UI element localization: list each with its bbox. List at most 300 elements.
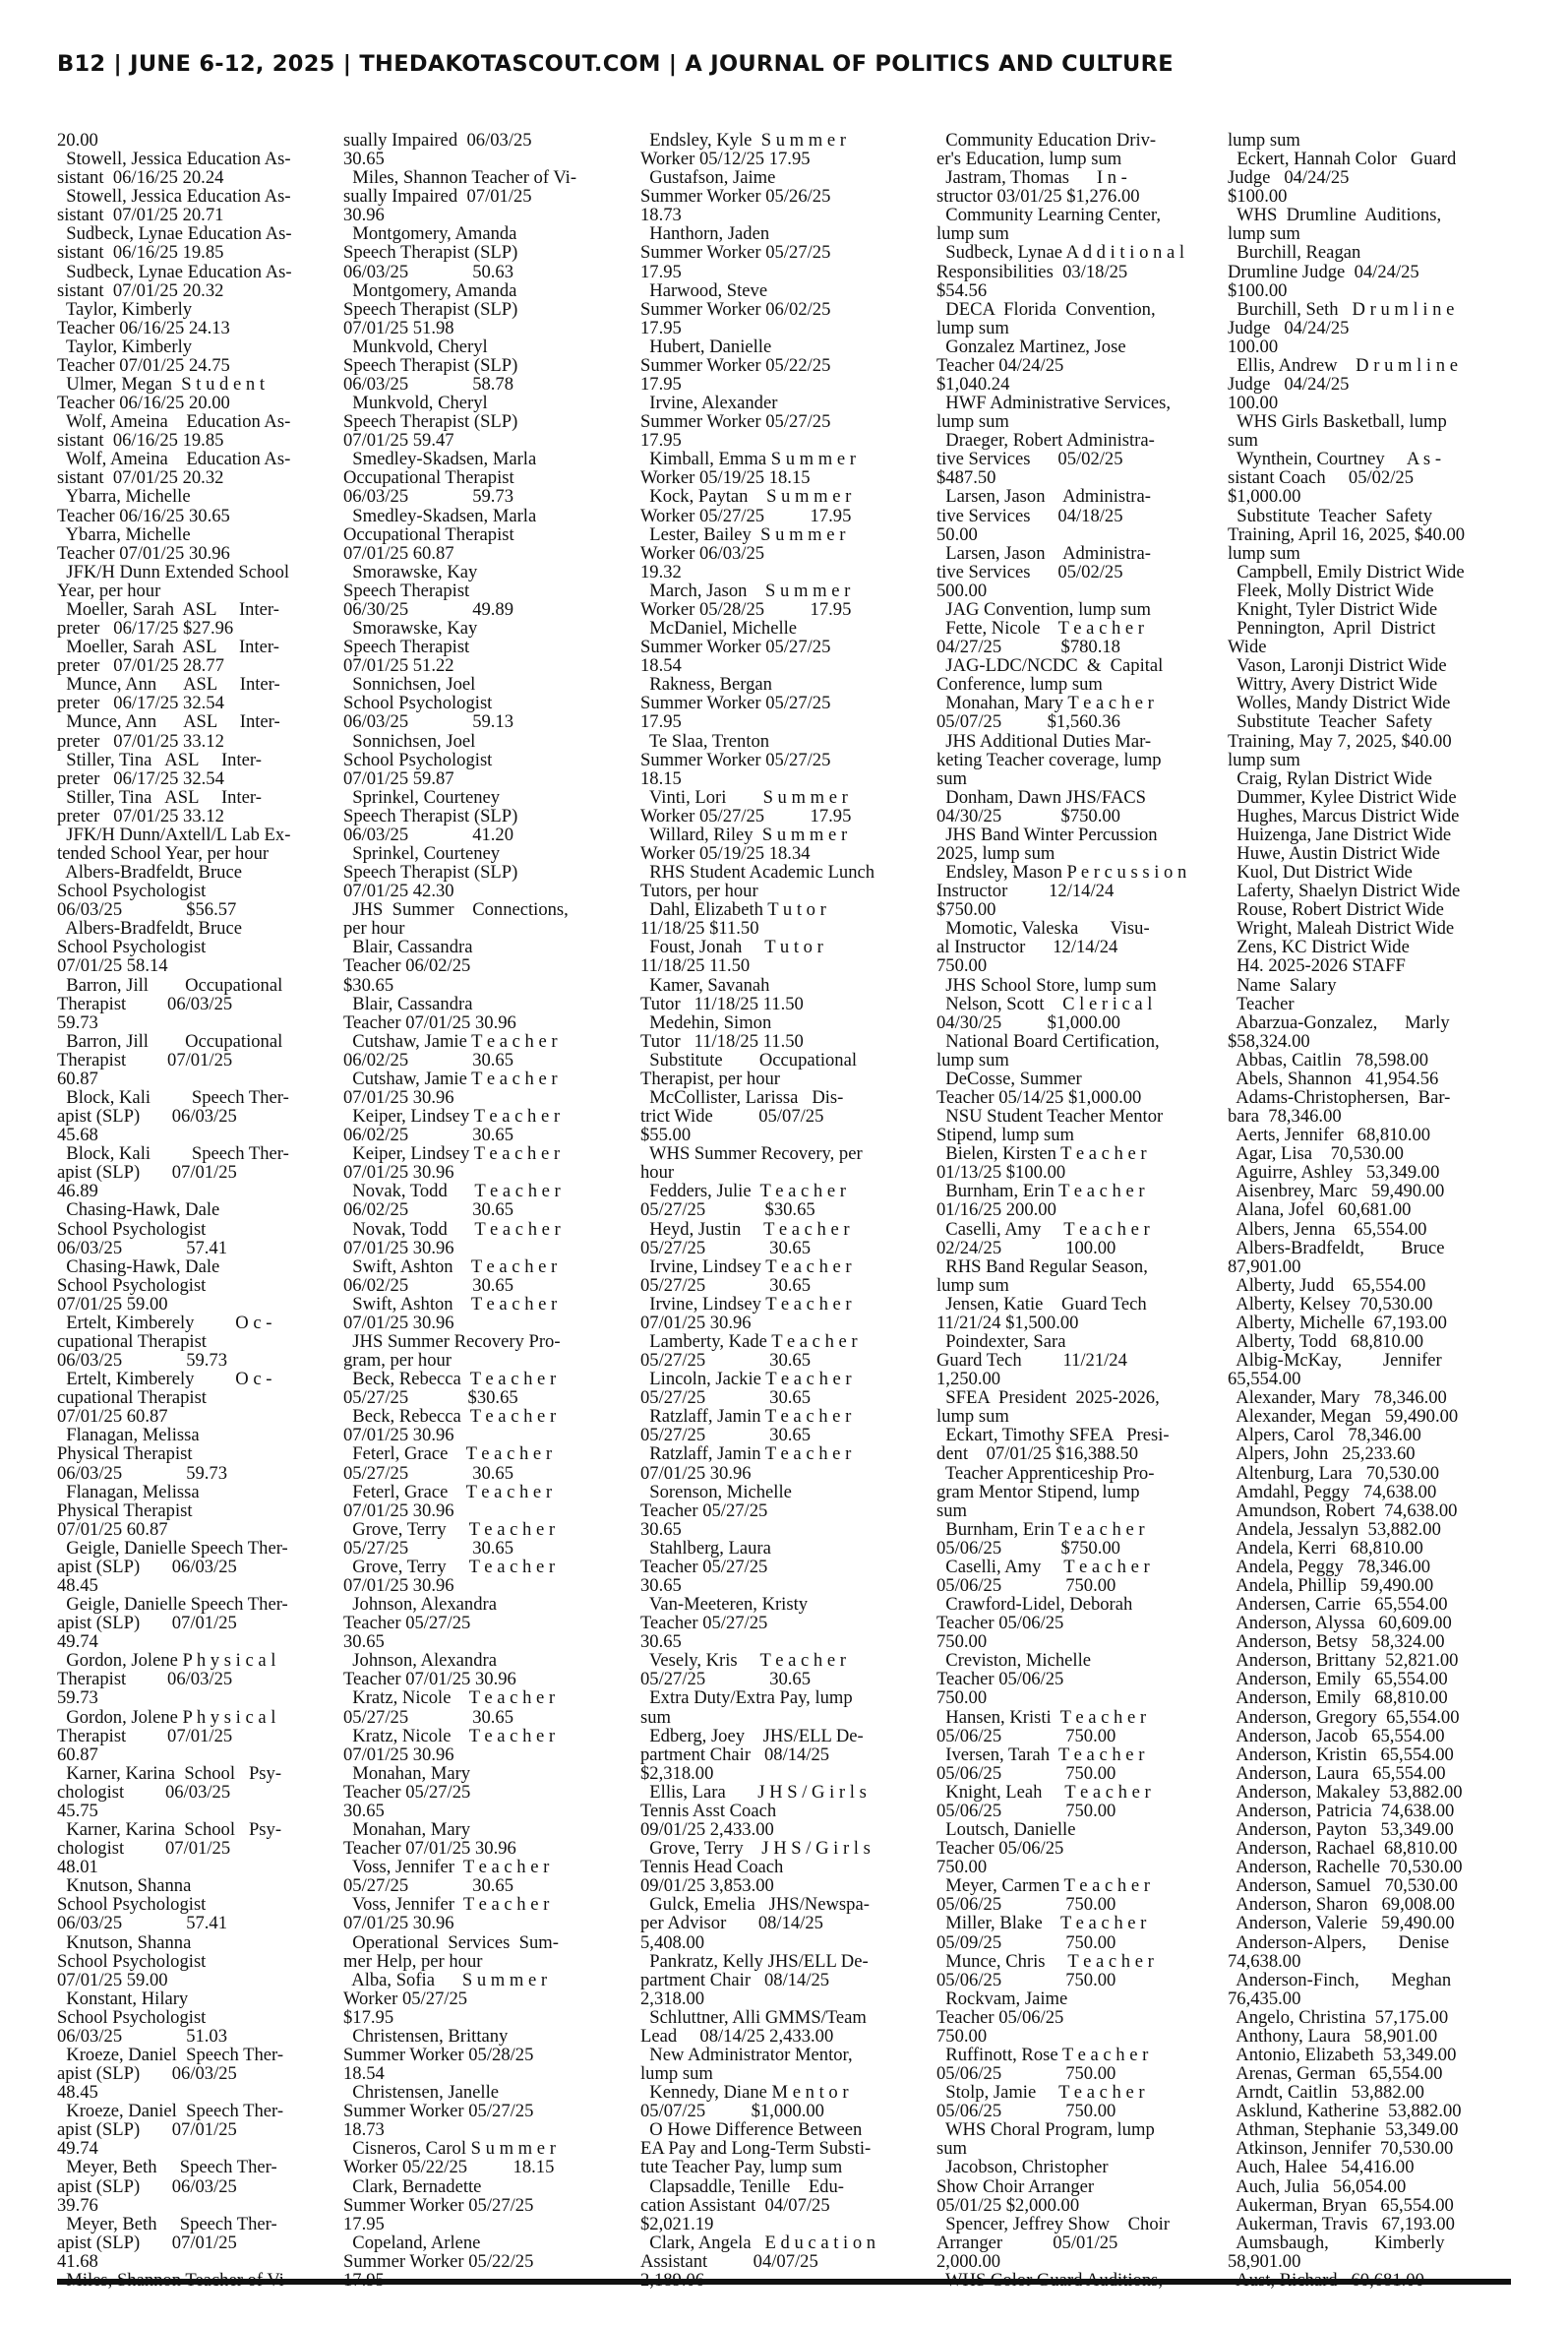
text-line: Andela, Peggy 78,346.00 — [1228, 1556, 1431, 1577]
text-line: Irvine, Lindsey T e a c h e r — [640, 1293, 852, 1315]
text-line: tive Services 04/18/25 — [936, 505, 1123, 526]
text-line: Cutshaw, Jamie T e a c h e r — [343, 1068, 558, 1089]
text-line: Miller, Blake T e a c h e r — [936, 1913, 1147, 1934]
text-line: Burnham, Erin T e a c h e r — [936, 1518, 1145, 1540]
text-line: Meyer, Beth Speech Ther- — [57, 2157, 277, 2178]
text-line: hour — [640, 1162, 675, 1184]
text-line: sum — [936, 2138, 967, 2160]
text-line: Alexander, Mary 78,346.00 — [1228, 1387, 1447, 1409]
text-line: Jensen, Katie Guard Tech — [936, 1293, 1147, 1315]
text-line: Fette, Nicole T e a c h e r — [936, 618, 1145, 640]
text-line: 5,408.00 — [640, 1931, 705, 1953]
text-line: School Psychologist — [57, 937, 207, 958]
text-line: Johnson, Alexandra — [343, 1594, 497, 1616]
text-line: Anderson, Emily 65,554.00 — [1228, 1669, 1448, 1690]
text-line: Te Slaa, Trenton — [640, 730, 770, 752]
text-line: Alpers, Carol 78,346.00 — [1228, 1425, 1421, 1446]
text-line: Teacher 05/06/25 — [936, 1669, 1064, 1690]
text-line: Foust, Jonah T u t o r — [640, 937, 823, 958]
text-line: preter 07/01/25 28.77 — [57, 655, 224, 677]
text-line: Geigle, Danielle Speech Ther- — [57, 1537, 288, 1559]
text-line: School Psychologist — [343, 693, 493, 714]
text-line: Judge 04/24/25 — [1228, 374, 1350, 396]
text-line: Monahan, Mary T e a c h e r — [936, 693, 1154, 714]
text-line: JHS Additional Duties Mar- — [936, 730, 1152, 752]
text-line: lump sum — [1228, 749, 1300, 770]
text-line: 07/01/25 30.96 — [343, 1499, 454, 1521]
text-line: Alexander, Megan 59,490.00 — [1228, 1406, 1459, 1428]
text-line: apist (SLP) 07/01/25 — [57, 2119, 237, 2141]
text-line: Rakness, Bergan — [640, 674, 772, 696]
text-line: Moeller, Sarah ASL Inter- — [57, 637, 279, 658]
text-line: 07/01/25 30.96 — [640, 1312, 752, 1333]
text-line: Munce, Ann ASL Inter- — [57, 711, 280, 733]
text-line: JHS Summer Recovery Pro- — [343, 1331, 561, 1352]
text-line: Schluttner, Alli GMMS/Team — [640, 2006, 867, 2028]
text-line: 18.73 — [640, 205, 682, 226]
text-line: Kamer, Savanah — [640, 974, 770, 996]
text-line: 07/01/25 42.30 — [343, 881, 454, 902]
text-line: Kratz, Nicole T e a c h e r — [343, 1687, 556, 1709]
text-line: 49.74 — [57, 1631, 98, 1653]
text-line: Anderson, Laura 65,554.00 — [1228, 1762, 1446, 1784]
text-line: $1,040.24 — [936, 374, 1010, 396]
text-line: Abbas, Caitlin 78,598.00 — [1228, 1049, 1429, 1071]
text-column-4 — [936, 131, 1232, 2276]
text-column-2 — [343, 131, 638, 2276]
text-line: lump sum — [936, 1274, 1009, 1296]
text-line: Adams-Christophersen, Bar- — [1228, 1086, 1451, 1108]
text-line: 05/27/25 30.65 — [640, 1274, 812, 1296]
text-line: Arndt, Caitlin 53,882.00 — [1228, 2082, 1424, 2104]
text-line: Karner, Karina School Psy- — [57, 1819, 282, 1841]
text-line: 09/01/25 3,853.00 — [640, 1875, 774, 1897]
text-line: 17.95 — [640, 430, 682, 452]
text-line: 05/07/25 $1,000.00 — [640, 2101, 824, 2122]
text-line: Albers-Bradfeldt, Bruce — [57, 862, 242, 884]
text-line: Irvine, Lindsey T e a c h e r — [640, 1255, 852, 1277]
text-line: School Psychologist — [57, 1218, 207, 1240]
text-line: 45.68 — [57, 1125, 98, 1146]
text-line: $55.00 — [640, 1125, 692, 1146]
text-line: Poindexter, Sara — [936, 1331, 1066, 1352]
text-line: apist (SLP) 06/03/25 — [57, 1106, 237, 1128]
text-line: apist (SLP) 07/01/25 — [57, 1162, 237, 1184]
text-line: Anthony, Laura 58,901.00 — [1228, 2025, 1438, 2047]
text-line: HWF Administrative Services, — [936, 393, 1172, 414]
text-line: Copeland, Arlene — [343, 2232, 481, 2253]
text-line: Sorenson, Michelle — [640, 1481, 792, 1502]
text-line: Substitute Occupational — [640, 1049, 857, 1071]
text-line: Albig-McKay, Jennifer — [1228, 1350, 1442, 1372]
text-line: Christensen, Janelle — [343, 2082, 500, 2104]
text-line: Teacher 05/06/25 — [936, 2006, 1064, 2028]
text-line: Knight, Tyler District Wide — [1228, 598, 1438, 620]
text-line: gram Mentor Stipend, lump — [936, 1481, 1140, 1502]
text-line: Hanthorn, Jaden — [640, 223, 770, 245]
text-line: chologist 07/01/25 — [57, 1838, 231, 1860]
text-line: 07/01/25 30.96 — [343, 1575, 454, 1597]
text-line: Summer Worker 05/22/25 — [640, 354, 831, 376]
text-line: sistant Coach 05/02/25 — [1228, 467, 1415, 489]
text-line: Wolles, Mandy District Wide — [1228, 693, 1451, 714]
text-line: Aisenbrey, Marc 59,490.00 — [1228, 1181, 1445, 1202]
text-line: 05/06/25 750.00 — [936, 2101, 1116, 2122]
text-line: Teacher 05/27/25 — [640, 1613, 768, 1634]
text-line: Kimball, Emma S u m m e r — [640, 449, 856, 470]
text-line: Antonio, Elizabeth 53,349.00 — [1228, 2044, 1457, 2065]
text-line: Zens, KC District Wide — [1228, 937, 1410, 958]
text-line: Anderson-Finch, Meghan — [1228, 1969, 1452, 1990]
text-line: Guard Tech 11/21/24 — [936, 1350, 1127, 1372]
text-line: 11/21/24 $1,500.00 — [936, 1312, 1079, 1333]
text-line: School Psychologist — [57, 1274, 207, 1296]
text-line: 05/06/25 750.00 — [936, 1575, 1116, 1597]
text-line: Aguirre, Ashley 53,349.00 — [1228, 1162, 1440, 1184]
text-line: 76,435.00 — [1228, 1988, 1301, 2009]
text-line: 17.95 — [640, 374, 682, 396]
text-line: Montgomery, Amanda — [343, 223, 517, 245]
text-line: Occupational Therapist — [343, 523, 514, 545]
text-line: Teacher 07/01/25 24.75 — [57, 354, 230, 376]
text-line: Keiper, Lindsey T e a c h e r — [343, 1106, 561, 1128]
text-line: Kroeze, Daniel Speech Ther- — [57, 2101, 284, 2122]
text-line: 04/27/25 $780.18 — [936, 637, 1120, 658]
text-line: 06/03/25 58.78 — [343, 374, 514, 396]
text-line: 05/06/25 750.00 — [936, 1894, 1116, 1916]
text-line: Worker 06/03/25 — [640, 542, 765, 564]
text-line: 60.87 — [57, 1068, 98, 1089]
text-line: 06/03/25 $56.57 — [57, 899, 237, 921]
text-line: Anderson, Patricia 74,638.00 — [1228, 1800, 1455, 1821]
text-line: 750.00 — [936, 1857, 988, 1878]
text-line: Stowell, Jessica Education As- — [57, 186, 291, 208]
text-line: Tennis Asst Coach — [640, 1800, 777, 1821]
text-line: 05/27/25 $30.65 — [343, 1387, 518, 1409]
text-line: Summer Worker 05/27/25 — [640, 242, 831, 264]
text-line: 39.76 — [57, 2194, 98, 2216]
text-line: 07/01/25 30.96 — [343, 1312, 454, 1333]
text-line: Clark, Bernadette — [343, 2175, 482, 2197]
text-column-5 — [1228, 131, 1511, 2276]
text-line: WHS Choral Program, lump — [936, 2119, 1155, 2141]
text-line: Karner, Karina School Psy- — [57, 1762, 282, 1784]
text-line: 07/01/25 30.96 — [343, 1425, 454, 1446]
text-line: Ellis, Andrew D r u m l i n e — [1228, 354, 1458, 376]
text-line: RHS Band Regular Season, — [936, 1255, 1148, 1277]
text-line: 30.65 — [343, 149, 385, 170]
text-line: Lester, Bailey S u m m e r — [640, 523, 846, 545]
text-line: 48.01 — [57, 1857, 98, 1878]
text-line: 02/24/25 100.00 — [936, 1237, 1116, 1258]
text-line: Therapist 06/03/25 — [57, 1669, 233, 1690]
text-line: Albers, Jenna 65,554.00 — [1228, 1218, 1427, 1240]
text-line: Sprinkel, Courteney — [343, 842, 501, 864]
text-line: Munce, Ann ASL Inter- — [57, 674, 280, 696]
text-line: Kock, Paytan S u m m e r — [640, 486, 852, 508]
text-line: 65,554.00 — [1228, 1369, 1301, 1390]
text-line: Andela, Jessalyn 53,882.00 — [1228, 1518, 1441, 1540]
text-line: 48.45 — [57, 1575, 98, 1597]
text-line: Stowell, Jessica Education As- — [57, 149, 291, 170]
text-line: Stolp, Jamie T e a c h e r — [936, 2082, 1145, 2104]
text-line: Wolf, Ameina Education As- — [57, 449, 291, 470]
text-line: Dummer, Kylee District Wide — [1228, 786, 1457, 808]
text-line: Aerts, Jennifer 68,810.00 — [1228, 1125, 1431, 1146]
text-line: 500.00 — [936, 580, 988, 601]
text-line: 30.65 — [640, 1518, 682, 1540]
text-line: Wynthein, Courtney A s - — [1228, 449, 1442, 470]
text-line: Anderson, Kristin 65,554.00 — [1228, 1744, 1454, 1765]
text-line: 05/27/25 30.65 — [640, 1425, 812, 1446]
text-line: Alberty, Todd 68,810.00 — [1228, 1331, 1424, 1352]
text-line: JFK/H Dunn Extended School — [57, 561, 290, 582]
text-line: 30.96 — [343, 205, 385, 226]
text-line: Andersen, Carrie 65,554.00 — [1228, 1594, 1448, 1616]
text-line: Stahlberg, Laura — [640, 1537, 771, 1559]
text-line: mer Help, per hour — [343, 1950, 483, 1972]
text-line: 05/06/25 $750.00 — [936, 1537, 1120, 1559]
text-line: Wittry, Avery District Wide — [1228, 674, 1438, 696]
text-line: Endsley, Mason P e r c u s s i o n — [936, 862, 1187, 884]
text-line: 20.00 — [57, 130, 98, 151]
text-line: Ulmer, Megan S t u d e n t — [57, 374, 265, 396]
text-line: Angelo, Christina 57,175.00 — [1228, 2006, 1449, 2028]
text-line: bara 78,346.00 — [1228, 1106, 1342, 1128]
text-line: sistant 07/01/25 20.71 — [57, 205, 224, 226]
text-line: Beck, Rebecca T e a c h e r — [343, 1406, 557, 1428]
text-line: Monahan, Mary — [343, 1762, 471, 1784]
text-line: Teacher 05/14/25 $1,000.00 — [936, 1086, 1142, 1108]
text-line: Donham, Dawn JHS/FACS — [936, 786, 1146, 808]
text-line: Chasing-Hawk, Dale — [57, 1255, 220, 1277]
text-line: 05/27/25 30.65 — [640, 1669, 812, 1690]
text-line: Anderson, Jacob 65,554.00 — [1228, 1725, 1445, 1746]
text-line: Worker 05/27/25 — [343, 1988, 468, 2009]
text-line: 06/03/25 59.73 — [57, 1462, 228, 1484]
text-line: Judge 04/24/25 — [1228, 317, 1350, 338]
text-line: WHS Girls Basketball, lump — [1228, 411, 1447, 433]
text-line: 06/02/25 30.65 — [343, 1274, 514, 1296]
text-line: Grove, Terry T e a c h e r — [343, 1556, 556, 1577]
text-line: al Instructor 12/14/24 — [936, 937, 1118, 958]
text-line: Altenburg, Lara 70,530.00 — [1228, 1462, 1439, 1484]
text-line: Novak, Todd T e a c h e r — [343, 1181, 561, 1202]
text-line: 05/01/25 $2,000.00 — [936, 2194, 1080, 2216]
text-line: 750.00 — [936, 2025, 988, 2047]
text-line: DECA Florida Convention, — [936, 298, 1156, 320]
text-line: Ertelt, Kimberely O c - — [57, 1369, 272, 1390]
text-line: Atkinson, Jennifer 70,530.00 — [1228, 2138, 1454, 2160]
text-line: 06/03/25 57.41 — [57, 1237, 228, 1258]
text-line: 46.89 — [57, 1181, 98, 1202]
text-line: Alberty, Judd 65,554.00 — [1228, 1274, 1426, 1296]
text-line: Montgomery, Amanda — [343, 279, 517, 301]
text-line: 06/30/25 49.89 — [343, 598, 514, 620]
text-line: Sudbeck, Lynae Education As- — [57, 261, 292, 282]
text-line: Caselli, Amy T e a c h e r — [936, 1556, 1150, 1577]
text-line: Teacher Apprenticeship Pro- — [936, 1462, 1155, 1484]
text-line: 07/01/25 60.87 — [57, 1518, 168, 1540]
text-line: Ruffinott, Rose T e a c h e r — [936, 2044, 1149, 2065]
text-line: 750.00 — [936, 1687, 988, 1709]
text-line: SFEA President 2025-2026, — [936, 1387, 1160, 1409]
text-line: Ellis, Lara J H S / G i r l s — [640, 1781, 867, 1803]
text-line: 19.32 — [640, 561, 682, 582]
text-line: Summer Worker 06/02/25 — [640, 298, 831, 320]
text-line: Teacher 05/27/25 — [343, 1781, 471, 1803]
text-line: Sudbeck, Lynae A d d i t i o n a l — [936, 242, 1185, 264]
text-line: Teacher 05/06/25 — [936, 1838, 1064, 1860]
text-line: School Psychologist — [57, 2006, 207, 2028]
text-line: Jastram, Thomas I n - — [936, 167, 1127, 189]
text-line: Alberty, Michelle 67,193.00 — [1228, 1312, 1447, 1333]
text-line: New Administrator Mentor, — [640, 2044, 853, 2065]
text-line: Anderson, Payton 53,349.00 — [1228, 1819, 1454, 1841]
text-line: 30.65 — [640, 1631, 682, 1653]
text-line: Drumline Judge 04/24/25 — [1228, 261, 1419, 282]
text-line: Abarzua-Gonzalez, Marly — [1228, 1011, 1450, 1033]
text-line: Jacobson, Christopher — [936, 2157, 1109, 2178]
text-line: Gonzalez Martinez, Jose — [936, 336, 1126, 357]
text-line: Munkvold, Cheryl — [343, 393, 488, 414]
text-line: Meyer, Beth Speech Ther- — [57, 2213, 277, 2234]
text-line: 07/01/25 30.96 — [640, 1462, 752, 1484]
text-line: Teacher 05/06/25 — [936, 1613, 1064, 1634]
text-line: 30.65 — [343, 1631, 385, 1653]
text-line: Smedley-Skadsen, Marla — [343, 505, 537, 526]
text-line: trict Wide 05/07/25 — [640, 1106, 824, 1128]
text-line: Teacher 04/24/25 — [936, 354, 1064, 376]
text-line: Extra Duty/Extra Pay, lump — [640, 1687, 853, 1709]
text-line: Creviston, Michelle — [936, 1650, 1091, 1672]
text-line: Smedley-Skadsen, Marla — [343, 449, 537, 470]
text-line: Speech Therapist (SLP) — [343, 862, 518, 884]
text-line: 07/01/25 30.96 — [343, 1086, 454, 1108]
text-line: Aukerman, Bryan 65,554.00 — [1228, 2194, 1454, 2216]
text-line: $487.50 — [936, 467, 996, 489]
text-line: Christensen, Brittany — [343, 2025, 509, 2047]
text-line: Teacher 07/01/25 30.96 — [343, 1011, 516, 1033]
text-line: Huizenga, Jane District Wide — [1228, 824, 1452, 845]
text-line: 06/02/25 30.65 — [343, 1049, 514, 1071]
text-line: Anderson, Gregory 65,554.00 — [1228, 1706, 1460, 1728]
text-line: JHS School Store, lump sum — [936, 974, 1157, 996]
text-line: 750.00 — [936, 955, 988, 977]
text-line: sum — [936, 1499, 967, 1521]
text-line: 30.65 — [640, 1575, 682, 1597]
text-line: structor 03/01/25 $1,276.00 — [936, 186, 1140, 208]
text-line: Teacher 05/27/25 — [640, 1499, 768, 1521]
text-line: 07/01/25 59.00 — [57, 1293, 168, 1315]
text-line: 06/03/25 57.41 — [57, 1913, 228, 1934]
text-line: 07/01/25 30.96 — [343, 1744, 454, 1765]
text-line: lump sum — [936, 1406, 1009, 1428]
text-line: Huwe, Austin District Wide — [1228, 842, 1440, 864]
text-line: Lamberty, Kade T e a c h e r — [640, 1331, 858, 1352]
text-line: cupational Therapist — [57, 1387, 207, 1409]
text-line: Swift, Ashton T e a c h e r — [343, 1255, 558, 1277]
text-line: 07/01/25 59.47 — [343, 430, 454, 452]
text-line: Stipend, lump sum — [936, 1125, 1074, 1146]
text-line: 49.74 — [57, 2138, 98, 2160]
text-line: Ratzlaff, Jamin T e a c h e r — [640, 1406, 852, 1428]
text-line: School Psychologist — [57, 881, 207, 902]
text-line: RHS Student Academic Lunch — [640, 862, 875, 884]
text-line: 07/01/25 30.96 — [343, 1913, 454, 1934]
text-line: Anderson, Rachael 68,810.00 — [1228, 1838, 1458, 1860]
text-line: Hansen, Kristi T e a c h e r — [936, 1706, 1147, 1728]
text-line: Summer Worker 05/22/25 — [343, 2250, 534, 2272]
text-line: Block, Kali Speech Ther- — [57, 1086, 289, 1108]
text-line: Kroeze, Daniel Speech Ther- — [57, 2044, 284, 2065]
text-line: Miles, Shannon Teacher of Vi- — [343, 167, 577, 189]
text-line: Smorawske, Kay — [343, 618, 478, 640]
text-column-1 — [57, 131, 352, 2276]
text-column-3 — [640, 131, 935, 2276]
text-line: Lincoln, Jackie T e a c h e r — [640, 1369, 852, 1390]
text-line: Geigle, Danielle Speech Ther- — [57, 1594, 288, 1616]
text-line: apist (SLP) 06/03/25 — [57, 1556, 237, 1577]
text-line: sistant 06/16/25 19.85 — [57, 430, 224, 452]
text-line: Andela, Kerri 68,810.00 — [1228, 1537, 1423, 1559]
text-line: apist (SLP) 06/03/25 — [57, 2063, 237, 2085]
text-line: Blair, Cassandra — [343, 937, 473, 958]
text-line: preter 06/17/25 32.54 — [57, 767, 224, 789]
text-line: 74,638.00 — [1228, 1950, 1301, 1972]
text-line: Harwood, Steve — [640, 279, 768, 301]
text-line: 18.54 — [343, 2063, 385, 2085]
text-line: Agar, Lisa 70,530.00 — [1228, 1143, 1404, 1165]
text-line: Anderson-Alpers, Denise — [1228, 1931, 1450, 1953]
text-line: Summer Worker 05/27/25 — [343, 2194, 534, 2216]
text-line: Nelson, Scott C l e r i c a l — [936, 993, 1153, 1014]
text-line: 06/02/25 30.65 — [343, 1199, 514, 1221]
text-line: $100.00 — [1228, 186, 1288, 208]
text-line: Wright, Maleah District Wide — [1228, 918, 1455, 940]
text-line: Anderson, Emily 68,810.00 — [1228, 1687, 1448, 1709]
text-line: 05/07/25 $1,560.36 — [936, 711, 1120, 733]
text-line: Eckert, Hannah Color Guard — [1228, 149, 1457, 170]
text-line: Vinti, Lori S u m m e r — [640, 786, 848, 808]
text-line: Kennedy, Diane M e n t o r — [640, 2082, 849, 2104]
text-line: O Howe Difference Between — [640, 2119, 863, 2141]
text-line: Operational Services Sum- — [343, 1931, 559, 1953]
text-line: NSU Student Teacher Mentor — [936, 1106, 1164, 1128]
text-line: Gulck, Emelia JHS/Newspa- — [640, 1894, 870, 1916]
text-line: Bielen, Kirsten T e a c h e r — [936, 1143, 1147, 1165]
text-line: Anderson, Valerie 59,490.00 — [1228, 1913, 1455, 1934]
text-line: 06/03/25 59.13 — [343, 711, 514, 733]
text-line: 05/27/25 $30.65 — [640, 1199, 815, 1221]
text-line: 2,318.00 — [640, 1988, 705, 2009]
text-line: Eckart, Timothy SFEA Presi- — [936, 1425, 1170, 1446]
text-line: tended School Year, per hour — [57, 842, 270, 864]
text-line: Albers-Bradfeldt, Bruce — [1228, 1237, 1445, 1258]
text-line: 60.87 — [57, 1744, 98, 1765]
text-line: Worker 05/27/25 17.95 — [640, 805, 852, 826]
text-line: Alana, Jofel 60,681.00 — [1228, 1199, 1412, 1221]
text-line: McCollister, Larissa Dis- — [640, 1086, 844, 1108]
text-line: 06/03/25 50.63 — [343, 261, 514, 282]
text-line: Craig, Rylan District Wide — [1228, 767, 1432, 789]
text-line: JHS Summer Connections, — [343, 899, 569, 921]
text-line: Teacher 05/27/25 — [640, 1556, 768, 1577]
text-line: Physical Therapist — [57, 1499, 193, 1521]
text-line: Rouse, Robert District Wide — [1228, 899, 1444, 921]
text-line: 04/30/25 $750.00 — [936, 805, 1120, 826]
text-line: Worker 05/27/25 17.95 — [640, 505, 852, 526]
